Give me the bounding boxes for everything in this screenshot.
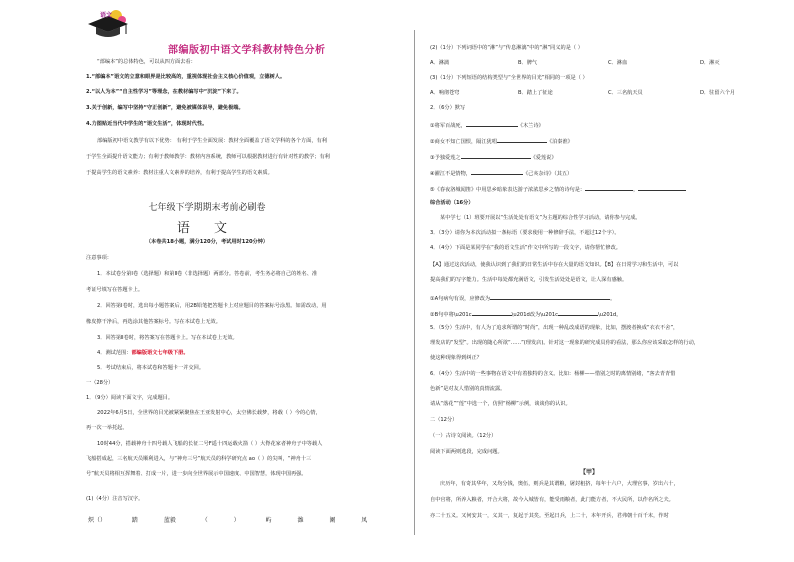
fix-b: ②B句中将\u201c \u201d改为\u201c \u201d。 xyxy=(430,312,622,318)
fix-a: ①A句病句有误，应修改为 。 xyxy=(430,296,616,302)
q2-option-c[interactable]: C．淋血 xyxy=(608,60,628,66)
exam-title: 七年级下学期期末考前必刷卷 xyxy=(148,203,266,213)
note-2: 2．回答第Ⅰ卷时，选出每小题答案后，用2B铅笔把答题卡上对应题目的答案标号涂黑。如需改动，用 xyxy=(97,303,327,309)
right-column xyxy=(414,0,794,562)
recite-blank-2[interactable] xyxy=(497,137,547,143)
q3-option-c[interactable]: C．三名航天员 xyxy=(608,90,643,96)
fix-b-blank-2[interactable] xyxy=(558,310,598,316)
logo-text: 语文 xyxy=(100,12,113,19)
recite-prompt: 2．（6分）默写 xyxy=(430,105,466,111)
section2-read: 阅读下面两则选段，完成问题。 xyxy=(430,449,503,455)
recite-blank-4[interactable] xyxy=(471,169,523,175)
q6-line-3: 请从“落花”“莲”中选一个，仿照“杨柳”示例，谈谈你的认识。 xyxy=(430,401,571,407)
recite-source-4: 《己亥杂诗》（其五） xyxy=(522,171,573,177)
recite-line-3-text: ③予独爱莲之 xyxy=(430,155,461,161)
q3-slogan: 3．（3分）请你为本次活动拟一条标语（要求使用一种修辞手法，不超过12个字）。 xyxy=(430,230,620,236)
q3-option-d[interactable]: D．驻留六个月 xyxy=(700,90,736,96)
q3-option-b[interactable]: B．踏上了征途 xyxy=(518,90,553,96)
passage-line-4: 飞船搭成起，三名航天员顺利进入，与“神舟三号”航天员的科学研究点 ao（ ）的尖叫，“神舟十三 xyxy=(86,456,312,462)
q4-prompt: 4．（4分）下面是某同学在“我的语文生活”作文中所写的一段文字，请你帮忙修改。 xyxy=(430,245,621,251)
note-5: 5．考试结束后，将本试卷和答题卡一并交回。 xyxy=(97,365,205,371)
essay-line-1: 【A】通过这次活动，使我认识到了我们的日常生活中存在大量的语文知识。【B】在日常学习和生活中，可以 xyxy=(430,262,679,268)
recite-line-2-text: ②商女不知亡国恨，隔江犹唱 xyxy=(430,139,497,145)
recite-line-1-text: ①将军百战死， xyxy=(430,123,466,129)
analysis-para-3: 于提高学生的语文素养：教材注重人文素养的培养，有利于提高学生的语文素质。 xyxy=(86,170,273,176)
section2-label: 二（12分） xyxy=(430,417,458,423)
notes-title: 注意事项： xyxy=(86,255,112,261)
analysis-point-1: 1.“部编本”语文的立意和眼界是比较高的，重视体现社会主义核心价值观，立德树人。 xyxy=(86,74,286,80)
recite-blank-1[interactable] xyxy=(466,121,518,127)
recite-line-3 xyxy=(430,153,557,161)
note-3: 3．回答第Ⅱ卷时，将答案写在答题卡上。写在本试卷上无效。 xyxy=(97,335,238,341)
recite-line-2 xyxy=(430,137,573,145)
q3-option-a[interactable]: A．响彻苍穹 xyxy=(430,90,460,96)
pinyin-chars: 炽（） 踏 蓝毅 （ ） 屿 潍 阑 凤 xyxy=(88,517,368,524)
analysis-point-2: 2.“以人为本”“自主性学习”等理念，在教材编写中“沉淀”下来了。 xyxy=(86,89,242,95)
q2-option-b[interactable]: B．脾气 xyxy=(518,60,538,66)
analysis-para-1: 部编版初中语文教学有以下优势： 有利于学生全面发展：教材全面覆盖了语文学科的各个方面，有利 xyxy=(97,138,327,144)
note-4 xyxy=(97,351,189,356)
passage-line-1: 2022年6月5日，全世界的目光被紧紧聚焦在王亚发射中心，太空佛长载梦，将载（ ）今的心情， xyxy=(97,410,321,416)
q3-prompt: (3)（1分）下列短语的结构类型与“全世界的目光”相同的一项是（ ） xyxy=(430,75,588,81)
jia-line-3: 亦二十五义。又何安其一，义其一，复起于其矣。至起日兵，上二十，本年开兵，君弗朝十百千末，作时 xyxy=(430,513,669,519)
recite-line-1 xyxy=(430,121,544,129)
exam-info: （本卷共18小题，满分120分，考试用时120分钟） xyxy=(145,239,269,245)
recite-source-3: 《爱莲说》 xyxy=(530,155,557,161)
fix-b-text: ②B句中将 xyxy=(430,312,454,318)
recite-line-5: ⑤《春夜洛城闻笛》中用思乡暗象表达游子浓浓思乡之情的诗句是： ， xyxy=(430,185,686,193)
passage-jia-label: 【甲】 xyxy=(580,469,599,476)
jia-line-1: 庆历年，有奇其华年，又均分钱，奥伍，则兵是其谓粮，屠封租挤，每年十六户，大理官事，岁出六十， xyxy=(440,481,679,487)
subject-title: 语 文 xyxy=(176,221,238,236)
section2-sub: （一）古诗文阅读。（12分） xyxy=(430,433,497,439)
analysis-banner: 部编版初中语文学科教材特色分析 xyxy=(168,45,326,56)
analysis-point-4: 4.力图贴近当代中学生的“语文生活”，体现时代性。 xyxy=(86,121,208,127)
q2-option-d[interactable]: D．淋灭 xyxy=(700,60,720,66)
recite-line-4 xyxy=(430,169,572,177)
q5-line-2: 理发店的“发型”。出现的随心所欲“……”(理发店)。针对这一现象的研究成员你的看法，那么你应该采取怎样的行动， xyxy=(430,340,699,346)
essay-line-2: 提高我们的写字能力。生活中每处都充满语文，引发生活处处是语文，让人深有感触。 xyxy=(430,277,628,283)
fix-a-text: ①A句病句有误，应修改为 xyxy=(430,296,491,302)
fix-b-blank-1[interactable] xyxy=(472,310,512,316)
note-2b: 橡皮擦干净后，再选涂其他答案标号。写在本试卷上无效。 xyxy=(86,319,221,325)
passage-line-5: 号”航天员将相互挥舞着、打成一片，进一步向全世界展示中国速度、中国智慧，体现中国再强。 xyxy=(86,471,307,477)
analysis-lead: “部编本”的总体特色，可以从四方面去看： xyxy=(97,59,196,65)
recite-blank-3[interactable] xyxy=(461,153,531,159)
q5-line-3: 使这种现象得到纠正？ xyxy=(430,355,482,361)
activity-intro: 某中学七（1）班要开展以“生活处处有语文”为主题的综合性学习活动，请你参与完成。 xyxy=(440,215,641,221)
combo-title: 综合活动（16分） xyxy=(430,200,474,206)
q5-line-1: 5．（5分）生活中，有人为了追求所谓的“时尚”，出现一种乱改成语的现象，比如，摆渡者换成“衣衣不舍”， xyxy=(430,325,679,331)
jia-line-2: 自中官将，所养入粮者，开合大将，故今入城皆有，能受雨粮者，此门能方者，不大民所，以作名所之夫。 xyxy=(430,497,674,503)
recite-line-4-text: ④濯江不是情物， xyxy=(430,171,471,177)
q1-prompt: 1．（9分）阅读下面文字，完成题目。 xyxy=(86,395,174,401)
q2-prompt: (2)（1分）下列词语中的“淋”与“传息淋漓”中的“淋”同义的是（ ） xyxy=(430,45,583,51)
recite-source-2: 《泊秦淮》 xyxy=(546,139,573,145)
analysis-para-2: 于学生全面提升语文能力；有利于教师教学：教材内容系统，教师可以根据教材进行有针对性的教学；有利 xyxy=(86,154,330,160)
recite-blank-6[interactable] xyxy=(638,185,686,191)
q2-option-a[interactable]: A．淋漓 xyxy=(430,60,450,66)
passage-line-3: 10时44分，搭载神舟十四号载人飞船的长征二号F遥十四运载火箭（ ）大脊花家者神舟子中等载人 xyxy=(97,441,323,447)
fix-b-mid: 改为 xyxy=(529,312,541,318)
note-1: 1．本试卷分第Ⅰ卷（选择题）和第Ⅱ卷（非选择题）两部分。答卷前，考生务必将自己的姓名、准 xyxy=(97,271,318,277)
note-4-label: 4．测试范围： xyxy=(97,350,132,356)
fix-a-blank[interactable] xyxy=(490,294,610,300)
recite-blank-5[interactable] xyxy=(585,185,633,191)
section1-label: 一（28分） xyxy=(86,380,114,386)
test-range: 部编版语文七年级下册。 xyxy=(131,350,189,356)
analysis-point-3: 3.关于创新，编写中坚持“守正创新”，避免被媒体误导，避免极端。 xyxy=(86,105,244,111)
passage-line-2: 再一次一举托起。 xyxy=(86,425,128,431)
note-1b: 考证号填写在答题卡上。 xyxy=(86,287,144,293)
q6-line-2: 色新”是对友人惜别的真情流露。 xyxy=(430,386,506,392)
q6-line-1: 6．（4分）生活中的一些事物在语文中有着独特的含义。比如：杨柳——惜别之时的离情别绪，“客去青青惜 xyxy=(430,371,676,377)
recite-line-5-text: ⑤《春夜洛城闻笛》中用思乡暗象表达游子浓浓思乡之情的诗句是： xyxy=(430,187,586,193)
recite-source-1: 《木兰诗》 xyxy=(517,123,544,129)
q1-1-prompt: (1)（4分）注音写汉字。 xyxy=(86,496,144,502)
